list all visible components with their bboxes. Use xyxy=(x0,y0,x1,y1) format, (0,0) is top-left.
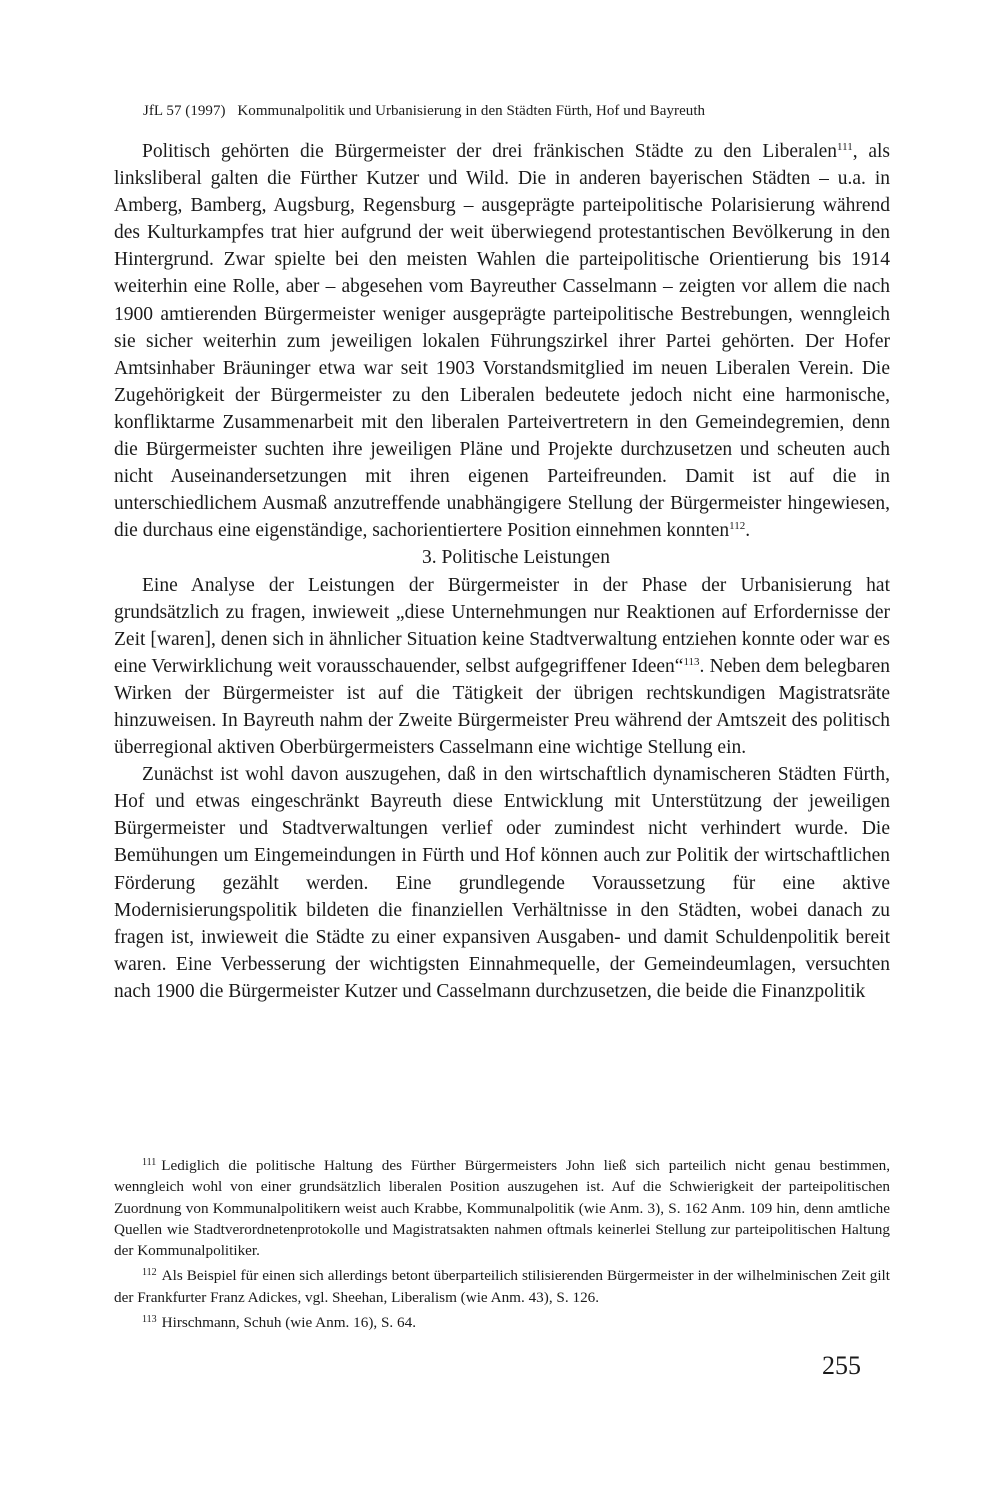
footnote-text: Hirschmann, Schuh (wie Anm. 16), S. 64. xyxy=(161,1314,417,1332)
running-header xyxy=(143,101,863,121)
footnote xyxy=(114,1312,890,1333)
paragraph xyxy=(114,138,890,544)
footnote-number: 112 xyxy=(142,1267,157,1279)
paragraph-text: . Neben dem belegbaren Wirken der Bürgermeister ist auf die Tätigkeit der übrigen rechtskundigen Magistratsräte hinzuweisen. In Bayreuth nahm der Zweite Bürgermeister Preu während der Amtszeit des politisch überregional aktiven Oberbürgermeisters Casselmann eine wichtige Stellung ein. xyxy=(114,655,890,759)
footnote-number: 111 xyxy=(142,1157,157,1168)
paragraph: Zunächst ist wohl davon auszugehen, daß in den wirtschaftlich dynamischeren Städten Fürth, Hof und etwas eingeschränkt Bayreuth diese Entwicklung mit Unterstützung der jeweiligen Bürgermeister und Stadtverwaltungen verlief oder zumindest nicht verhindert wurde. Die Bemühungen um Eingemeindungen in Fürth und Hof können auch zur Politik der wirtschaftlichen Förderung gezählt werden. Eine grundlegende Voraussetzung für eine aktive Modernisierungspolitik bildeten die finanziellen Verhältnisse in den Städten, wobei danach zu fragen ist, inwieweit die Städte zu einer expansiven Ausgaben- und damit Schuldenpolitik bereit waren. Eine Verbesserung der wichtigsten Einnahmequelle, der Gemeindeumlagen, versuchten nach 1900 die Bürgermeister Kutzer und Casselmann durchzusetzen, die beide die Finanzpolitik xyxy=(114,764,890,1002)
footnote-ref: 111 xyxy=(837,141,853,153)
paragraph-text: . xyxy=(745,520,751,542)
running-title: Kommunalpolitik und Urbanisierung in den Städten Fürth, Hof und Bayreuth xyxy=(237,103,706,119)
footnote-ref: 112 xyxy=(729,520,746,533)
paragraph-text: Politisch gehörten die Bürgermeister der drei fränkischen Städte zu den Liberalen xyxy=(142,141,838,162)
page-number: 255 xyxy=(822,1351,861,1380)
paragraph xyxy=(114,572,890,762)
footnotes xyxy=(114,1155,890,1337)
body-text xyxy=(114,138,890,1005)
footnote-ref: 113 xyxy=(683,655,700,668)
footnote-number: 113 xyxy=(142,1314,157,1326)
journal-reference: JfL 57 (1997) xyxy=(143,103,226,119)
footnote xyxy=(114,1155,890,1261)
footnote-text: Als Beispiel für einen sich allerdings betont überparteilich stilisierenden Bürgermeister in der wilhelminischen Zeit gilt der Frankfurter Franz Adickes, vgl. Sheehan, Liberalism (wie Anm. 43), S. 126. xyxy=(114,1267,890,1306)
footnote xyxy=(114,1265,890,1308)
paragraph-text: , als linksliberal galten die Fürther Kutzer und Wild. Die in anderen bayerischen Städten – u.a. in Amberg, Bamberg, Augsburg, Regensburg – ausgeprägte parteipolitische Polarisierung während des Kulturkampfes trat hier aufgrund der weit überwiegend protestantischen Bevölkerung in den Hintergrund. Zwar spielte bei den meisten Wahlen die parteipolitische Orientierung bis 1914 weiterhin eine Rolle, aber – abgesehen vom Bayreuther Casselmann – zeigten vor allem die nach 1900 amtierenden Bürgermeister weniger ausgeprägte parteipolitische Bestrebungen, wenngleich sie sicher weiterhin zum jeweiligen lokalen Führungszirkel ihrer Partei gehörten. Der Hofer Amtsinhaber Bräuninger etwa war seit 1903 Vorstandsmitglied im neuen Liberalen Verein. Die Zugehörigkeit der Bürgermeister zu den Liberalen bedeutete jedoch nicht eine harmonische, konfliktarme Zusammenarbeit mit den liberalen Parteivertretern in den Gemeindegremien, denn die Bürgermeister suchten ihre jeweiligen Pläne und Projekte durchzusetzen und scheuten auch nicht Auseinandersetzungen mit ihren eigenen Parteifreunden. Damit ist auf die in unterschiedlichem Ausmaß anzutreffende unabhängigere Stellung der Bürgermeister hingewiesen, die durchaus eine eigenständige, sachorientiertere Position einnehmen konnten xyxy=(114,141,890,542)
paragraph-text: Eine Analyse der Leistungen der Bürgermeister in der Phase der Urbanisierung hat grundsätzlich zu fragen, inwieweit „diese Unternehmungen nur Reaktionen auf Erfordernisse der Zeit [waren], denen sich in ähnlicher Situation keine Stadtverwaltung entziehen konnte oder war es eine Verwirklichung weit vorausschauender, selbst aufgegriffener Ideen“ xyxy=(114,574,890,677)
section-heading: 3. Politische Leistungen xyxy=(422,547,610,569)
footnote-text: Lediglich die politische Haltung des Fürther Bürgermeisters John ließ sich parteilich nicht genau bestimmen, wenngleich wohl von einer grundsätzlich liberalen Position auszugehen ist. Auf die Schwierigkeit der parteipolitischen Zuordnung von Kommunalpolitikern weist auch Krabbe, Kommunalpolitik (wie Anm. 3), S. 162 Anm. 109 hin, denn amtliche Quellen wie Stadtverordnetenprotokolle und Magistratsakten nahmen oftmals keinerlei Stellung zur parteipolitischen Haltung der Kommunalpolitiker. xyxy=(114,1157,890,1260)
